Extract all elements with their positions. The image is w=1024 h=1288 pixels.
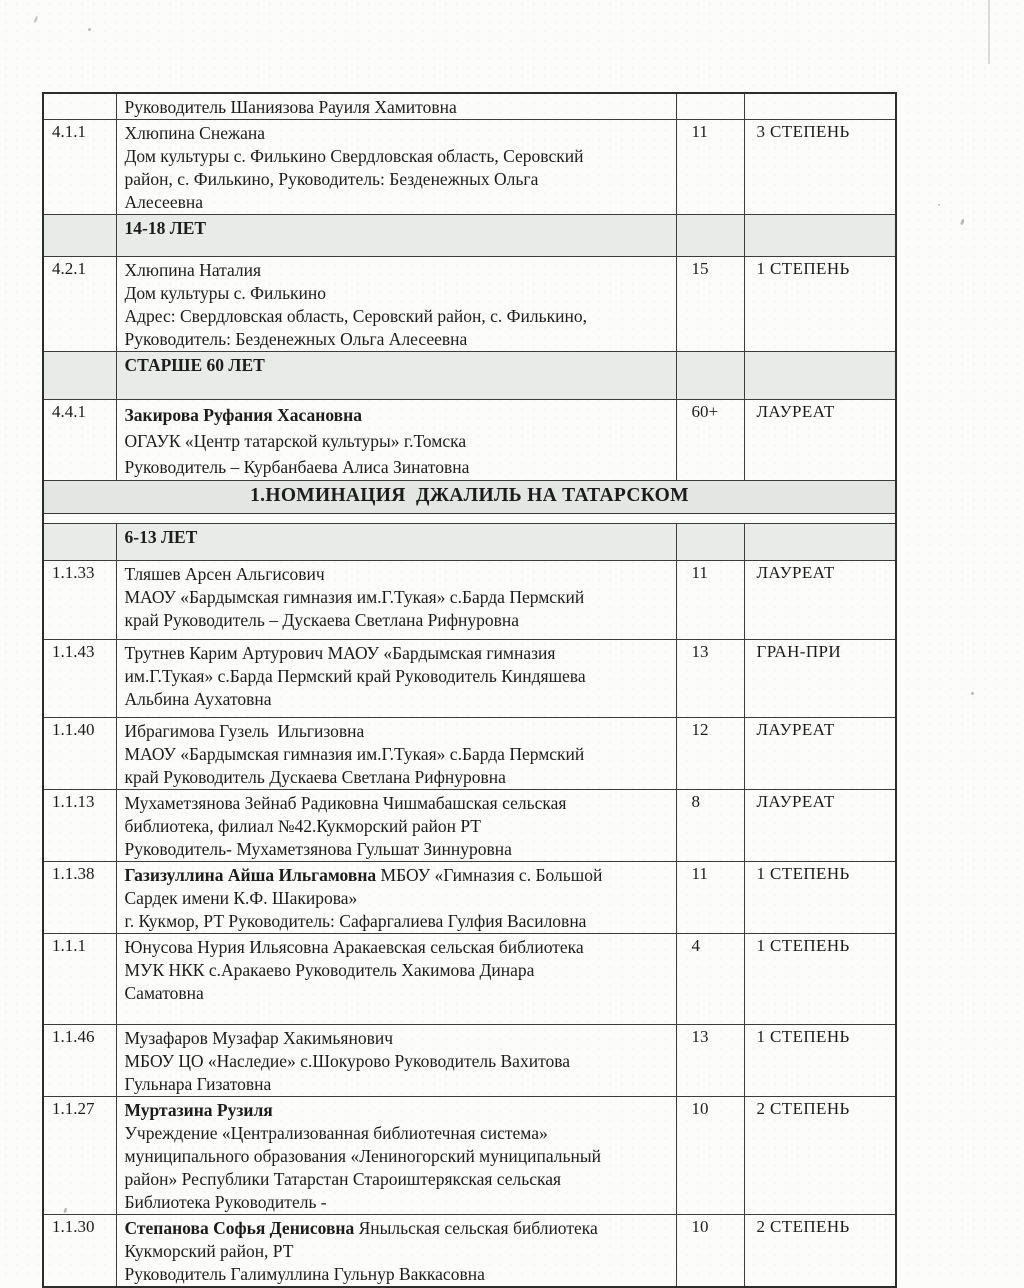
participant-details	[116, 1215, 676, 1288]
table-row	[43, 1025, 896, 1097]
details-line	[125, 1191, 668, 1214]
details-text: ОГАУК «Центр татарской культуры» г.Томска	[124, 431, 467, 451]
details-line	[125, 1168, 668, 1191]
participant-details	[116, 257, 676, 352]
details-text: Хлюпина Наталия	[124, 260, 262, 280]
age-value: 60+	[676, 400, 744, 481]
details-line	[125, 910, 668, 933]
details-line	[125, 864, 668, 887]
table-row	[43, 862, 896, 934]
details-text: Руководитель- Мухаметзянова Гульшат Зиннуровна	[124, 839, 512, 859]
details-text: район, с. Филькино, Руководитель: Безденежных Ольга	[124, 169, 539, 189]
table-row	[43, 561, 896, 640]
scan-artifact	[938, 204, 940, 206]
entry-number: 1.1.30	[43, 1215, 116, 1288]
details-line	[125, 743, 668, 766]
section-award-cell	[744, 352, 896, 400]
entry-number: 1.1.40	[43, 718, 116, 790]
details-text: Библиотека Руководитель -	[124, 1192, 327, 1212]
entry-number: 4.2.1	[43, 257, 116, 352]
details-text: Мухаметзянова Зейнаб Радиковна Чишмабашская сельская	[124, 793, 567, 813]
details-line	[125, 1217, 668, 1240]
details-line	[125, 563, 668, 586]
details-line	[125, 305, 668, 328]
table-row	[43, 93, 896, 120]
details-line	[125, 454, 668, 480]
age-value: 11	[676, 120, 744, 215]
table-row	[43, 257, 896, 352]
details-text: Дом культуры с. Филькино Свердловская область, Серовский	[124, 146, 584, 166]
details-line	[125, 815, 668, 838]
details-line	[125, 936, 668, 959]
scan-artifact	[34, 16, 38, 23]
details-line	[125, 720, 668, 743]
participant-details	[116, 120, 676, 215]
details-line	[125, 1240, 668, 1263]
details-text: Гульнара Гизатовна	[124, 1074, 272, 1094]
details-line	[125, 96, 668, 119]
details-line	[125, 792, 668, 815]
table-row	[43, 790, 896, 862]
scan-artifact	[960, 219, 965, 226]
age-value: 13	[676, 1025, 744, 1097]
entry-number: 1.1.1	[43, 934, 116, 1025]
details-text: библиотека, филиал №42.Кукморский район РТ	[124, 816, 481, 836]
entry-number: 1.1.38	[43, 862, 116, 934]
section-award-cell	[744, 524, 896, 561]
participant-details	[116, 1025, 676, 1097]
details-text: Руководитель: Безденежных Ольга Алесеевна	[124, 329, 468, 349]
age-value: 10	[676, 1097, 744, 1215]
table-row	[43, 120, 896, 215]
table-row	[43, 1215, 896, 1288]
details-line	[125, 887, 668, 910]
section-age-cell	[676, 524, 744, 561]
details-line	[125, 402, 668, 428]
details-text: МАОУ «Бардымская гимназия им.Г.Тукая» с.Барда Пермский	[124, 744, 585, 764]
banner-gap	[43, 514, 896, 524]
participant-name: Муртазина Рузиля	[124, 1100, 273, 1120]
details-line	[125, 191, 668, 214]
scan-artifact	[971, 692, 974, 695]
details-text: Яныльская сельская библиотека	[354, 1218, 598, 1238]
section-id-cell	[43, 524, 116, 561]
details-line	[125, 145, 668, 168]
entry-number: 1.1.46	[43, 1025, 116, 1097]
details-text: Юнусова Нурия Ильясовна Аракаевская сельская библиотека	[124, 937, 584, 957]
details-line	[125, 1073, 668, 1096]
age-section-label: 14-18 ЛЕТ	[116, 215, 676, 257]
details-text: Саматовна	[124, 983, 204, 1003]
details-text: Сардек имени К.Ф. Шакирова»	[124, 888, 358, 908]
section-id-cell	[43, 215, 116, 257]
age-value: 15	[676, 257, 744, 352]
nomination-banner-row	[43, 481, 896, 514]
details-line	[125, 428, 668, 454]
details-line	[125, 609, 668, 632]
details-text: г. Кукмор, РТ Руководитель: Сафаргалиева Гулфия Василовна	[124, 911, 587, 931]
details-line	[125, 1050, 668, 1073]
details-text: МУК НКК с.Аракаево Руководитель Хакимова Динара	[124, 960, 535, 980]
details-text: Хлюпина Снежана	[124, 123, 265, 143]
details-text: край Руководитель – Дускаева Светлана Рифнуровна	[124, 610, 520, 630]
section-age-cell	[676, 352, 744, 400]
details-line	[125, 1027, 668, 1050]
details-line	[125, 838, 668, 861]
award-value: ЛАУРЕАТ	[744, 561, 896, 640]
participant-details	[116, 718, 676, 790]
age-section-label: 6-13 ЛЕТ	[116, 524, 676, 561]
entry-number: 1.1.27	[43, 1097, 116, 1215]
award-value: 1 СТЕПЕНЬ	[744, 934, 896, 1025]
details-text: Адрес: Свердловская область, Серовский район, с. Филькино,	[124, 306, 587, 326]
participant-details	[116, 934, 676, 1025]
participant-name: Степанова Софья Денисовна	[124, 1218, 355, 1238]
details-line	[125, 282, 668, 305]
details-line	[125, 259, 668, 282]
details-text: Руководитель Галимуллина Гульнур Ваккасовна	[124, 1264, 485, 1284]
details-line	[125, 122, 668, 145]
details-line	[125, 1263, 668, 1286]
age-section-row	[43, 215, 896, 257]
details-text: им.Г.Тукая» с.Барда Пермский край Руководитель Киндяшева	[124, 666, 586, 686]
table-row	[43, 400, 896, 481]
details-line	[125, 959, 668, 982]
entry-number: 1.1.43	[43, 640, 116, 718]
entry-number	[43, 93, 116, 120]
details-text: Учреждение «Централизованная библиотечная система»	[124, 1123, 548, 1143]
age-value: 11	[676, 561, 744, 640]
entry-number: 4.1.1	[43, 120, 116, 215]
details-text: муниципального образования «Лениногорский муниципальный	[124, 1146, 601, 1166]
details-text: Трутнев Карим Артурович МАОУ «Бардымская гимназия	[124, 643, 556, 663]
details-line	[125, 1122, 668, 1145]
details-text: МАОУ «Бардымская гимназия им.Г.Тукая» с.Барда Пермский	[124, 587, 585, 607]
banner-gap-row	[43, 514, 896, 524]
section-award-cell	[744, 215, 896, 257]
age-value: 4	[676, 934, 744, 1025]
age-section-row	[43, 352, 896, 400]
details-line	[125, 328, 668, 351]
nomination-banner-title: 1.НОМИНАЦИЯ ДЖАЛИЛЬ НА ТАТАРСКОМ	[43, 481, 896, 514]
details-text: Руководитель Шаниязова Рауиля Хамитовна	[124, 97, 457, 117]
details-text: Дом культуры с. Филькино	[124, 283, 327, 303]
details-line	[125, 766, 668, 789]
details-text: район» Республики Татарстан Староиштерякская сельская	[124, 1169, 562, 1189]
award-value: 2 СТЕПЕНЬ	[744, 1097, 896, 1215]
age-value: 12	[676, 718, 744, 790]
table-row	[43, 640, 896, 718]
table-row	[43, 934, 896, 1025]
participant-name: Газизуллина Айша Ильгамовна	[124, 865, 377, 885]
scan-artifact	[88, 28, 91, 31]
participant-details	[116, 862, 676, 934]
award-value: 3 СТЕПЕНЬ	[744, 120, 896, 215]
details-text: Альбина Аухатовна	[124, 689, 272, 709]
entry-number: 4.4.1	[43, 400, 116, 481]
details-text: МБОУ «Гимназия с. Большой	[376, 865, 603, 885]
participant-details	[116, 640, 676, 718]
details-line	[125, 665, 668, 688]
age-value: 13	[676, 640, 744, 718]
participant-details	[116, 93, 676, 120]
participant-details	[116, 1097, 676, 1215]
details-text: Музафаров Музафар Хакимьянович	[124, 1028, 394, 1048]
award-value: 1 СТЕПЕНЬ	[744, 257, 896, 352]
details-text: МБОУ ЦО «Наследие» с.Шокурово Руководитель Вахитова	[124, 1051, 571, 1071]
details-text: Руководитель – Курбанбаева Алиса Зинатовна	[124, 457, 470, 477]
participant-details	[116, 790, 676, 862]
age-section-row	[43, 524, 896, 561]
age-value: 8	[676, 790, 744, 862]
award-value: ЛАУРЕАТ	[744, 790, 896, 862]
award-value: ГРАН-ПРИ	[744, 640, 896, 718]
age-value: 11	[676, 862, 744, 934]
participant-name: Закирова Руфания Хасановна	[124, 405, 362, 425]
details-line	[125, 168, 668, 191]
entry-number: 1.1.33	[43, 561, 116, 640]
award-value: ЛАУРЕАТ	[744, 718, 896, 790]
award-value: ЛАУРЕАТ	[744, 400, 896, 481]
award-value: 1 СТЕПЕНЬ	[744, 862, 896, 934]
age-value	[676, 93, 744, 120]
age-section-label: СТАРШЕ 60 ЛЕТ	[116, 352, 676, 400]
details-line	[125, 642, 668, 665]
details-line	[125, 1099, 668, 1122]
details-line	[125, 982, 668, 1005]
section-id-cell	[43, 352, 116, 400]
award-value	[744, 93, 896, 120]
age-value: 10	[676, 1215, 744, 1288]
section-age-cell	[676, 215, 744, 257]
details-line	[125, 688, 668, 711]
details-text: край Руководитель Дускаева Светлана Рифнуровна	[124, 767, 506, 787]
details-text: Ибрагимова Гузель Ильгизовна	[124, 721, 365, 741]
scan-edge-line	[988, 0, 990, 64]
details-text: Кукморский район, РТ	[124, 1241, 294, 1261]
details-text: Тляшев Арсен Альгисович	[124, 564, 325, 584]
award-value: 2 СТЕПЕНЬ	[744, 1215, 896, 1288]
results-table	[42, 92, 897, 1288]
award-value: 1 СТЕПЕНЬ	[744, 1025, 896, 1097]
table-row	[43, 1097, 896, 1215]
details-line	[125, 586, 668, 609]
details-line	[125, 1145, 668, 1168]
entry-number: 1.1.13	[43, 790, 116, 862]
details-text: Алесеевна	[124, 192, 203, 212]
table-row	[43, 718, 896, 790]
participant-details	[116, 400, 676, 481]
participant-details	[116, 561, 676, 640]
